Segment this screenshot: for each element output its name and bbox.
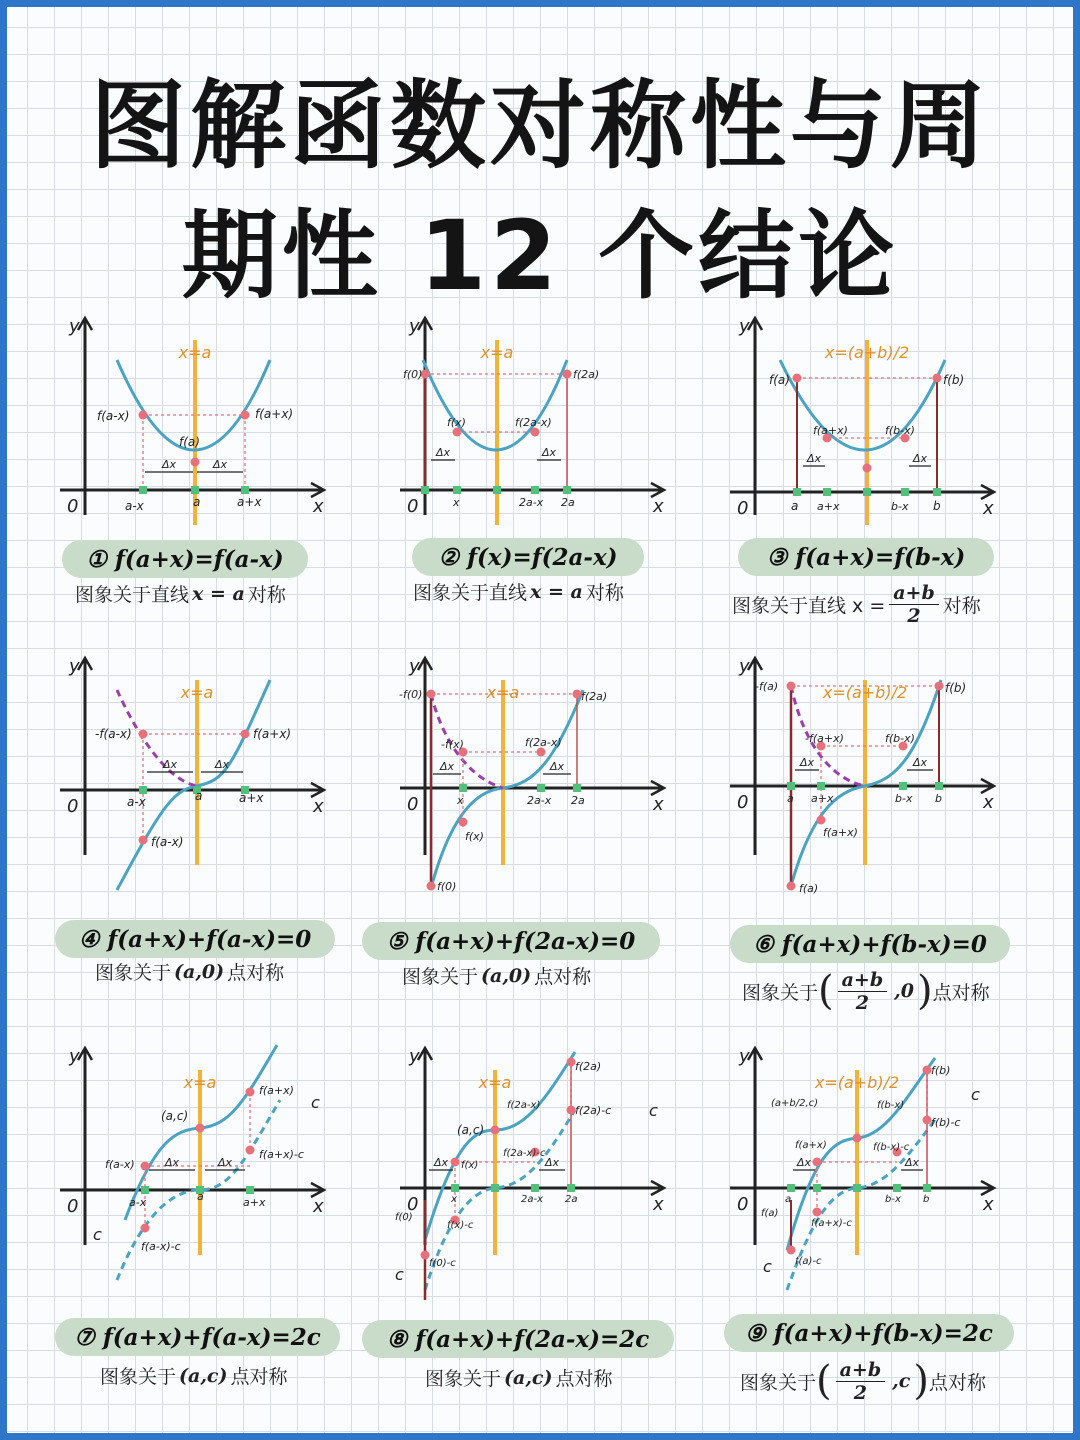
origin-label: 0 (737, 792, 749, 813)
tick-b (933, 488, 941, 496)
tick-label-3: 2a (565, 1194, 578, 1205)
x-axis-label: x (313, 796, 324, 817)
point-fx (459, 818, 468, 827)
y-axis-label: y (409, 316, 420, 337)
fraction: $\frac{a+b}{2}$ (836, 1359, 886, 1404)
page-title-line-2: 期性 12 个结论 (181, 200, 899, 312)
symmetry-line-label: x=a (478, 1073, 512, 1092)
delta-label: Δx (162, 758, 178, 771)
symmetry-line-label: x=a (480, 343, 514, 362)
tick-label-2: 2a-x (519, 496, 544, 509)
tick-center (191, 486, 199, 494)
tick-label-1: a (791, 499, 799, 513)
graph-panel-5 (395, 650, 695, 893)
description-5: 图象关于 (a,0) 点对称 (402, 964, 592, 988)
point-fb (935, 682, 944, 691)
tick-label-2: a+x (817, 500, 840, 513)
tick-label-4: b (923, 1194, 930, 1205)
tick-label-2: 2a-x (527, 794, 552, 807)
tick-label-3: a+x (237, 495, 262, 509)
point-right (241, 411, 250, 420)
parabola (780, 360, 945, 450)
label-c-2: c (395, 1265, 404, 1284)
tick-label-1: a-x (127, 795, 146, 809)
tick-3 (893, 1184, 901, 1192)
formula-2: ② f(x)=f(2a-x) (412, 538, 644, 576)
tick-a (793, 488, 801, 496)
delta-label: Δx (544, 1156, 560, 1169)
page-title-line-1: 图解函数对称性与周 (90, 70, 990, 182)
delta-label: Δx (912, 452, 928, 465)
x-axis-label: x (983, 792, 994, 813)
graph-svg (395, 310, 695, 530)
point-f2a (563, 370, 572, 379)
symmetry-line-label: x=a (178, 343, 212, 362)
origin-label: 0 (67, 796, 79, 817)
origin-label: 0 (407, 496, 419, 517)
tick-ax (823, 488, 831, 496)
tick-label-2: a+x (811, 792, 834, 805)
label-c: c (971, 1085, 980, 1104)
graph-svg (55, 650, 355, 870)
label-fa: f(a) (799, 882, 819, 895)
point-right (241, 730, 250, 739)
tick-c (853, 1184, 861, 1192)
label-f2ax: f(2a-x) (507, 1100, 541, 1111)
point-low (139, 836, 148, 845)
delta-label: Δx (796, 1156, 812, 1169)
label-fa: f(a) (769, 373, 790, 387)
label-fa-xc: f(a-x)-c (141, 1240, 181, 1253)
fraction: $\frac{a+b}{2}$ (838, 969, 888, 1014)
delta-label: Δx (549, 760, 565, 773)
tick-label-3: b-x (891, 500, 909, 513)
graph-svg (725, 650, 1025, 895)
x-axis-label: x (983, 498, 994, 519)
x-axis-label: x (653, 794, 664, 815)
point-faxc (813, 1208, 822, 1217)
origin-label: 0 (67, 1196, 79, 1217)
tick-label-1: a-x (129, 1196, 147, 1209)
graph-svg (55, 310, 355, 530)
delta-label: Δx (214, 758, 230, 771)
formula-6: ⑥ f(a+x)+f(b-x)=0 (730, 925, 1010, 963)
description-7: 图象关于 (a,c) 点对称 (100, 1364, 288, 1388)
point-center (196, 1124, 205, 1133)
symmetry-line-label: x=(a+b)/2 (814, 1073, 900, 1092)
delta-label: Δx (212, 458, 228, 471)
label-fax: f(a+x) (823, 826, 858, 839)
tick-1 (453, 486, 461, 494)
tick-1 (451, 1184, 459, 1192)
origin-label: 0 (737, 1194, 749, 1215)
delta-label: Δx (806, 452, 822, 465)
point-fx (451, 1158, 460, 1167)
formula-7: ⑦ f(a+x)+f(a-x)=2c (55, 1318, 340, 1356)
label-c-2: c (763, 1257, 772, 1276)
label-f2ax: f(2a-x) (525, 736, 562, 749)
tick-0 (421, 486, 429, 494)
label-f-a-plus-x: f(a+x) (255, 407, 294, 421)
x-axis-label: x (983, 1194, 994, 1215)
tick-label-3: 2a (571, 794, 585, 807)
formula-3: ③ f(a+x)=f(b-x) (738, 538, 994, 576)
y-axis-label: y (69, 1046, 80, 1067)
label-f0c: f(0)-c (429, 1258, 456, 1269)
label-fbx: f(b-x) (877, 1100, 905, 1111)
tick-c (493, 486, 501, 494)
label-faxc: f(a+x)-c (811, 1218, 852, 1229)
label-f-a-minus-x: f(a-x) (97, 409, 130, 423)
graph-svg (725, 1040, 1025, 1276)
symmetry-line-label: x=(a+b)/2 (824, 343, 910, 362)
label-center: (a,c) (457, 1123, 485, 1137)
graph-panel-2 (395, 310, 695, 530)
point-faxc (246, 1146, 255, 1155)
point-neg (139, 730, 148, 739)
tick-label-4: b (935, 792, 942, 805)
graph-svg (395, 1040, 695, 1284)
origin-label: 0 (407, 1194, 419, 1215)
tick-2 (537, 784, 545, 792)
delta-label: Δx (435, 446, 451, 459)
label-c: c (311, 1093, 320, 1112)
label-fa: f(a) (761, 1208, 779, 1219)
label-right: f(a+x) (253, 727, 292, 741)
label-center: (a+b/2,c) (771, 1098, 819, 1109)
point-fa-xc (141, 1224, 150, 1233)
tick-c (863, 488, 871, 496)
description-9: 图象关于 ( $\frac{a+b}{2}$ ,c ) 点对称 (740, 1358, 986, 1404)
graph-panel-6 (725, 650, 1025, 895)
formula-1: ① f(a+x)=f(a-x) (62, 540, 308, 578)
graph-svg (55, 1040, 355, 1260)
tick-2 (817, 782, 825, 790)
delta-label: Δx (799, 756, 815, 769)
tick-label-2: a (197, 1190, 204, 1203)
graph-panel-9 (725, 1040, 1025, 1276)
tick-label-1: x (457, 794, 464, 807)
tick-4 (935, 782, 943, 790)
graph-panel-3 (725, 310, 1025, 530)
tick-3 (573, 784, 581, 792)
label-fbc: f(b)-c (931, 1116, 961, 1129)
formula-8: ⑧ f(a+x)+f(2a-x)=2c (362, 1320, 674, 1358)
tick-label-3: b-x (885, 1194, 901, 1205)
tick-label-3: b-x (895, 792, 913, 805)
origin-label: 0 (67, 496, 79, 517)
label-fax: f(a+x) (259, 1084, 294, 1097)
label-fxc: f(x)-c (447, 1220, 474, 1231)
label-fbx: f(b-x) (885, 732, 915, 745)
description-8: 图象关于 (a,c) 点对称 (425, 1366, 613, 1390)
label-f2ax: f(2a-x) (515, 416, 552, 429)
tick-label-2: a (195, 789, 203, 803)
delta-label: Δx (433, 1156, 449, 1169)
point-fa (787, 882, 796, 891)
label-negx: -f(x) (441, 738, 464, 751)
tick-label-3: a+x (243, 1196, 266, 1209)
tick-label-4: b (933, 499, 941, 513)
description-1: 图象关于直线 x = a 对称 (75, 582, 286, 606)
label-neg: -f(a-x) (95, 727, 132, 741)
x-axis-label: x (653, 496, 664, 517)
point-center (491, 1126, 500, 1135)
label-f2axc: f(2a-x)-c (503, 1148, 546, 1159)
x-axis-label: x (313, 1196, 324, 1217)
delta-label: Δx (904, 1156, 920, 1169)
tick-label-3: 2a (561, 496, 575, 509)
point-fa (793, 374, 802, 383)
tick-2 (531, 1184, 539, 1192)
point-fax (813, 1158, 822, 1167)
label-fbxc: f(b-x)-c (873, 1142, 910, 1153)
tick-label-1: x (453, 496, 460, 509)
tick-3 (563, 486, 571, 494)
label-c: c (649, 1101, 658, 1120)
tick-3 (567, 1184, 575, 1192)
tick-1 (787, 1184, 795, 1192)
label-fax: f(a+x) (795, 1140, 827, 1151)
graph-panel-8 (395, 1040, 695, 1284)
tick-label-2: 2a-x (521, 1194, 544, 1205)
tick-label-1: a (785, 1194, 792, 1205)
label-low: f(a-x) (151, 835, 184, 849)
label-fb: f(b) (945, 681, 967, 695)
label-fac: f(a)-c (795, 1256, 822, 1267)
delta-label: Δx (161, 458, 177, 471)
formula-5: ⑤ f(a+x)+f(2a-x)=0 (362, 922, 660, 960)
tick-label-2: a (193, 495, 201, 509)
label-f-a: f(a) (179, 435, 200, 449)
label-fx: f(x) (461, 1160, 479, 1171)
label-c-2: c (93, 1225, 102, 1244)
label-fx: f(x) (465, 830, 484, 843)
symmetry-line-label: x=a (183, 1073, 217, 1092)
y-axis-label: y (409, 1046, 420, 1067)
point-fax (246, 1088, 255, 1097)
label-nfa: -f(a) (755, 680, 779, 693)
label-f2a: f(2a) (581, 690, 608, 703)
label-f2a: f(2a) (573, 368, 600, 381)
point-fb (933, 374, 942, 383)
origin-label: 0 (407, 794, 419, 815)
point-nfa (787, 682, 796, 691)
tick-4 (923, 1184, 931, 1192)
y-axis-label: y (69, 656, 80, 677)
label-f2a: f(2a) (575, 1060, 602, 1073)
tick-2 (531, 486, 539, 494)
tick-3 (246, 1186, 254, 1194)
label-fb: f(b) (943, 373, 965, 387)
point-f0 (427, 882, 436, 891)
tick-right (241, 486, 249, 494)
tick-label-1: x (451, 1194, 457, 1205)
point-fax (817, 816, 826, 825)
point-fac (787, 1246, 796, 1255)
tick-bx (901, 488, 909, 496)
graph-panel-4 (55, 650, 355, 870)
delta-label: Δx (541, 446, 557, 459)
point-neg0 (427, 690, 436, 699)
delta-label: Δx (439, 760, 455, 773)
tick-1 (139, 786, 147, 794)
label-fx: f(x) (447, 416, 466, 429)
origin-label: 0 (737, 498, 749, 519)
delta-label: Δx (217, 1156, 233, 1169)
symmetry-line-label: x=a (486, 683, 520, 702)
label-nfax: -f(a+x) (805, 732, 844, 745)
fraction: $\frac{a+b}{2}$ (889, 582, 939, 627)
tick-label-3: a+x (239, 791, 264, 805)
vertex (863, 464, 872, 473)
tick-left (139, 486, 147, 494)
y-axis-label: y (409, 656, 420, 677)
label-f0: f(0) (437, 880, 457, 893)
point-fa-x (141, 1162, 150, 1171)
delta-label: Δx (164, 1156, 180, 1169)
description-4: 图象关于 (a,0) 点对称 (95, 960, 285, 984)
graph-panel-1 (55, 310, 355, 530)
formula-4: ④ f(a+x)+f(a-x)=0 (55, 920, 335, 958)
x-axis-label: x (653, 1194, 664, 1215)
label-fa-x: f(a-x) (105, 1158, 135, 1171)
tick-2 (813, 1184, 821, 1192)
label-neg0: -f(0) (399, 688, 423, 701)
y-axis-label: y (739, 656, 750, 677)
label-center: (a,c) (161, 1109, 189, 1123)
label-fb: f(b) (931, 1064, 951, 1077)
graph-svg (395, 650, 695, 893)
point-center (853, 1134, 862, 1143)
tick-label-1: a (787, 792, 794, 805)
label-f2ac: f(2a)-c (575, 1104, 612, 1117)
graph-panel-7 (55, 1040, 355, 1260)
y-axis-label: y (739, 316, 750, 337)
formula-9: ⑨ f(a+x)+f(b-x)=2c (724, 1314, 1014, 1352)
symmetry-line-label: x=(a+b)/2 (822, 683, 908, 702)
tick-1 (459, 784, 467, 792)
tick-c (491, 1184, 499, 1192)
delta-label: Δx (912, 756, 928, 769)
description-2: 图象关于直线 x = a 对称 (413, 580, 624, 604)
label-f0: f(0) (403, 368, 423, 381)
y-axis-label: y (739, 1046, 750, 1067)
graph-svg (725, 310, 1025, 530)
label-faxc: f(a+x)-c (259, 1148, 304, 1161)
tick-label-1: a-x (125, 499, 144, 513)
tick-3 (899, 782, 907, 790)
label-fax: f(a+x) (813, 424, 848, 437)
y-axis-label: y (69, 316, 80, 337)
tick-1 (787, 782, 795, 790)
symmetry-line-label: x=a (180, 683, 214, 702)
x-axis-label: x (313, 496, 324, 517)
vertex (191, 458, 200, 467)
tick-1 (141, 1186, 149, 1194)
description-6: 图象关于 ( $\frac{a+b}{2}$ ,0 ) 点对称 (742, 968, 990, 1014)
label-fbx: f(b-x) (885, 424, 915, 437)
description-3: 图象关于直线 x = $\frac{a+b}{2}$ 对称 (732, 582, 981, 627)
point-left (139, 411, 148, 420)
label-f0: f(0) (395, 1212, 413, 1223)
